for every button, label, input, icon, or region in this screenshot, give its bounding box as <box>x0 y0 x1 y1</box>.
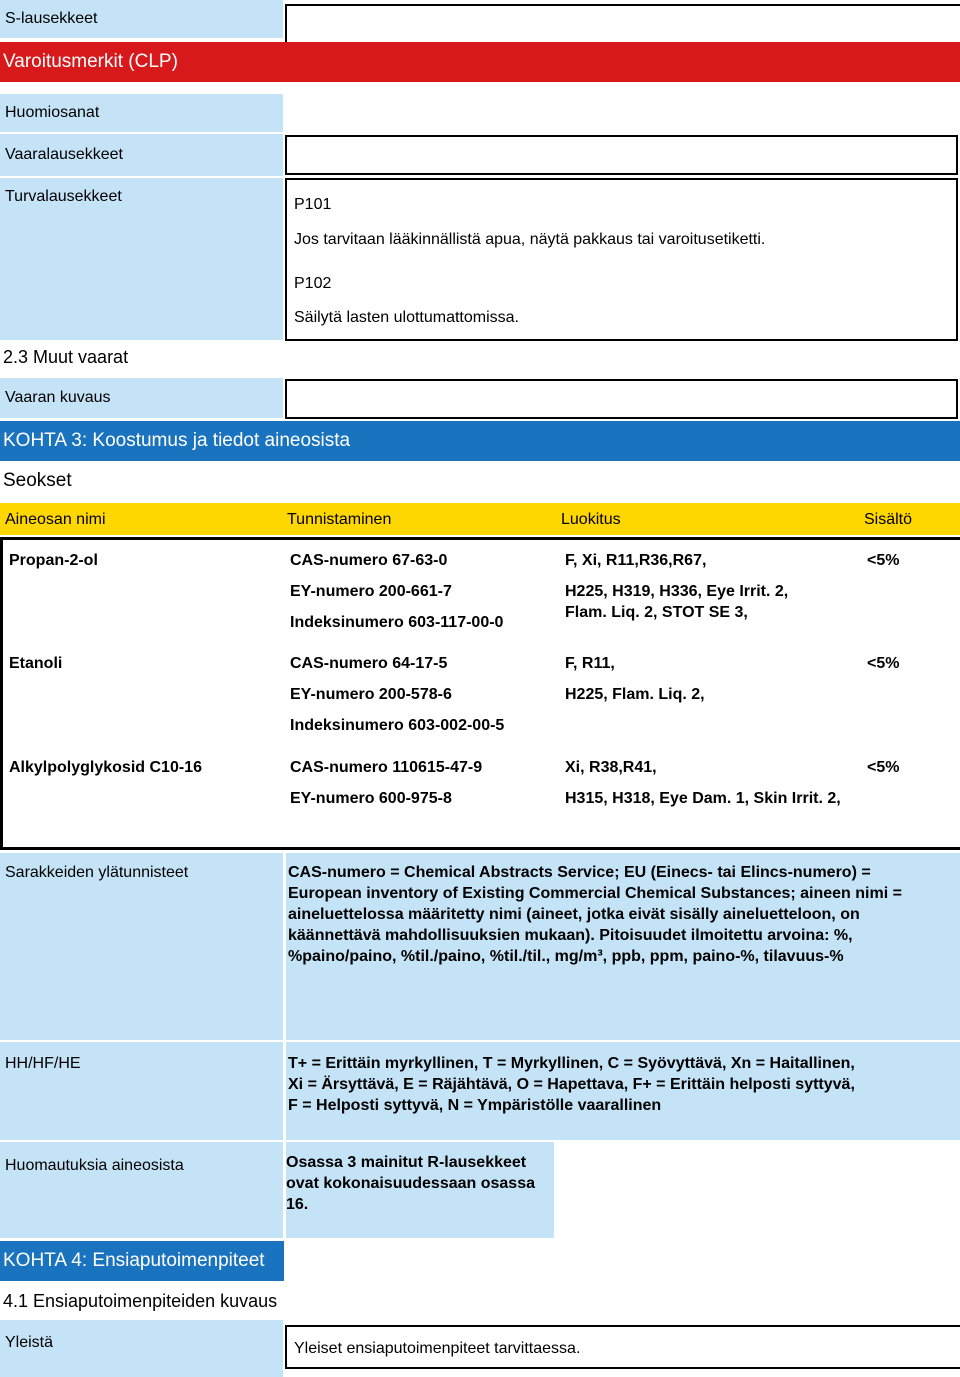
component-class: Xi, R38,R41, <box>565 759 657 776</box>
component-ec: EY-numero 600-975-8 <box>290 790 452 807</box>
p102-code: P102 <box>294 275 332 292</box>
general-value-box <box>285 1325 960 1369</box>
remarks-line: 16. <box>286 1196 309 1213</box>
remarks-line: ovat kokonaisuudessaan osassa <box>286 1175 535 1192</box>
note-line: käännettävä mahdollisuuksien mukaan). Pitoisuudet ilmoitettu arvoina: %, <box>288 927 853 944</box>
components-table <box>0 537 960 850</box>
column-headers-note-block <box>0 853 960 1040</box>
s-phrases-label: S-lausekkeet <box>5 10 98 27</box>
hazard-abbrev-block <box>0 1042 960 1140</box>
column-headers-note-text-cell <box>283 853 960 1040</box>
component-class: Flam. Liq. 2, STOT SE 3, <box>565 604 748 621</box>
s-phrases-label-cell <box>0 0 283 38</box>
general-text: Yleiset ensiaputoimenpiteet tarvittaessa. <box>294 1340 581 1357</box>
component-content: <5% <box>867 655 900 672</box>
component-cas: CAS-numero 110615-47-9 <box>290 759 483 776</box>
hazard-description-label-cell <box>0 378 283 418</box>
component-cas: CAS-numero 64-17-5 <box>290 655 448 672</box>
column-headers-note-label: Sarakkeiden ylätunnisteet <box>5 864 189 881</box>
remarks-line: Osassa 3 mainitut R-lausekkeet <box>286 1154 527 1171</box>
mixtures-subtitle: Seokset <box>3 470 72 491</box>
component-index: Indeksinumero 603-002-00-5 <box>290 717 505 734</box>
hazard-statements-label-cell <box>0 134 283 176</box>
clp-heading-bar <box>0 42 960 82</box>
clp-heading: Varoitusmerkit (CLP) <box>3 51 178 72</box>
remarks-text <box>286 1152 535 1215</box>
component-index: Indeksinumero 603-117-00-0 <box>290 614 504 631</box>
section4-heading: KOHTA 4: Ensiaputoimenpiteet <box>3 1250 265 1271</box>
s-phrases-value-box <box>285 4 960 44</box>
precautionary-label: Turvalausekkeet <box>5 188 122 205</box>
col-header-name: Aineosan nimi <box>5 511 106 528</box>
p102-text: Säilytä lasten ulottumattomissa. <box>294 309 519 326</box>
abbrev-line: Xi = Ärsyttävä, E = Räjähtävä, O = Hapettava, F+ = Erittäin helposti syttyvä, <box>288 1076 855 1093</box>
component-name: Etanoli <box>9 655 63 672</box>
abbrev-line: T+ = Erittäin myrkyllinen, T = Myrkyllinen, C = Syövyttävä, Xn = Haitallinen, <box>288 1055 855 1072</box>
hazard-statements-value-box <box>285 135 958 175</box>
component-ec: EY-numero 200-578-6 <box>290 686 452 703</box>
section3-heading: KOHTA 3: Koostumus ja tiedot aineosista <box>3 430 351 451</box>
remarks-text-cell <box>286 1142 554 1238</box>
col-header-class: Luokitus <box>561 511 621 528</box>
component-class: F, R11, <box>565 655 615 672</box>
column-headers-note-text <box>288 862 902 967</box>
p101-code: P101 <box>294 196 332 213</box>
component-name: Propan-2-ol <box>9 552 98 569</box>
remarks-block <box>0 1142 283 1238</box>
hazard-description-label: Vaaran kuvaus <box>5 389 111 406</box>
general-label: Yleistä <box>5 1334 54 1351</box>
signal-words-label: Huomiosanat <box>5 104 100 121</box>
component-name: Alkylpolyglykosid C10-16 <box>9 759 202 776</box>
hazard-abbrev-label: HH/HF/HE <box>5 1055 81 1072</box>
component-ec: EY-numero 200-661-7 <box>290 583 452 600</box>
component-class: F, Xi, R11,R36,R67, <box>565 552 707 569</box>
first-aid-subtitle: 4.1 Ensiaputoimenpiteiden kuvaus <box>3 1291 278 1311</box>
remarks-label: Huomautuksia aineosista <box>5 1157 184 1174</box>
precautionary-value-box <box>285 178 958 341</box>
section4-heading-bar <box>0 1241 284 1281</box>
components-header-bar <box>0 503 960 535</box>
note-line: CAS-numero = Chemical Abstracts Service; EU (Einecs- tai Elincs-numero) = <box>288 864 871 881</box>
col-header-ident: Tunnistaminen <box>287 511 392 528</box>
note-line: %paino/paino, %til./paino, %til./til., mg/m³, ppb, ppm, paino-%, tilavuus-% <box>288 948 844 965</box>
component-cas: CAS-numero 67-63-0 <box>290 552 448 569</box>
precautionary-label-cell <box>0 178 283 340</box>
general-label-cell <box>0 1320 283 1377</box>
signal-words-label-cell <box>0 94 283 132</box>
component-class: H225, H319, H336, Eye Irrit. 2, <box>565 583 789 600</box>
hazard-statements-label: Vaaralausekkeet <box>5 146 123 163</box>
p101-text: Jos tarvitaan lääkinnällistä apua, näytä pakkaus tai varoitusetiketti. <box>294 231 766 248</box>
other-hazards-heading: 2.3 Muut vaarat <box>3 347 129 367</box>
component-content: <5% <box>867 552 900 569</box>
component-content: <5% <box>867 759 900 776</box>
component-class: H225, Flam. Liq. 2, <box>565 686 705 703</box>
note-line: European inventory of Existing Commercial Chemical Substances; aineen nimi = <box>288 885 902 902</box>
abbrev-line: F = Helposti syttyvä, N = Ympäristölle vaarallinen <box>288 1097 662 1114</box>
hazard-abbrev-text <box>288 1053 855 1116</box>
section3-heading-bar <box>0 421 960 461</box>
col-header-content: Sisältö <box>864 511 913 528</box>
hazard-description-value-box <box>285 379 958 419</box>
hazard-abbrev-text-cell <box>283 1042 960 1140</box>
note-line: aineluettelossa määritetty nimi (aineet, jotka eivät sisälly aineluetteloon, on <box>288 906 860 923</box>
component-class: H315, H318, Eye Dam. 1, Skin Irrit. 2, <box>565 790 841 807</box>
